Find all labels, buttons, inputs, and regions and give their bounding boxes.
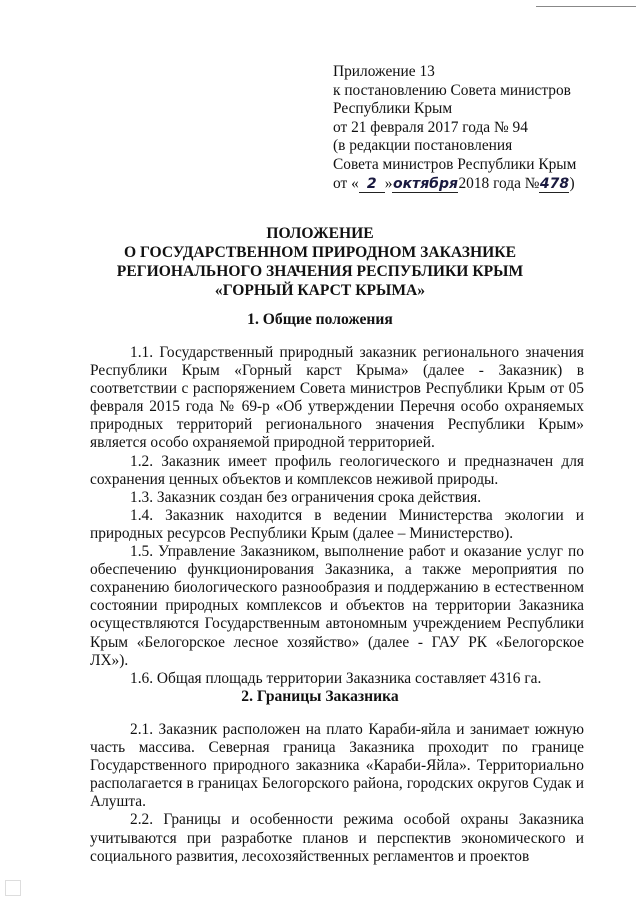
paragraph-1-2: 1.2. Заказник имеет профиль геологического и предназначен для сохранения ценных объектов и комплексов неживой природы. — [90, 452, 584, 488]
title-line: О ГОСУДАРСТВЕННОМ ПРИРОДНОМ ЗАКАЗНИКЕ — [123, 244, 517, 261]
document-title — [0, 224, 640, 300]
paragraph-1-5: 1.5. Управление Заказником, выполнение работ и оказание услуг по обеспечению функционирования Заказника, а также мероприятия по сохранению биологического разнообразия и поддержанию в естественном состоянии природных комплексов и объектов на территории Заказника осуществляются Государственным автономным учреждением Республики Крым «Белогорское лесное хозяйство» (далее - ГАУ РК «Белогорское ЛХ»). — [90, 543, 584, 669]
appendix-line: Совета министров Республики Крым — [333, 155, 577, 173]
appendix-line: (в редакции постановления — [333, 137, 513, 155]
handwritten-number: 478 — [539, 175, 570, 192]
date-year: 2018 года № — [458, 174, 540, 192]
paragraph-1-3: 1.3. Заказник создан без ограничения срока действия. — [130, 488, 482, 506]
scan-corner-mark — [5, 880, 21, 896]
section-2-body — [90, 721, 584, 866]
handwritten-month: октября — [392, 175, 458, 192]
section-1-body — [90, 344, 584, 688]
section-2-heading: 2. Границы Заказника — [241, 688, 399, 705]
title-line: РЕГИОНАЛЬНОГО ЗНАЧЕНИЯ РЕСПУБЛИКИ КРЫМ — [116, 263, 524, 280]
appendix-date-line: от « 2 »октября2018 года №478) — [333, 174, 575, 192]
date-quote: » — [384, 174, 393, 192]
paragraph-2-2: 2.2. Границы и особенности режима особой охраны Заказника учитываются при разработке планов и перспектив экономического и социального развития, лесохозяйственных регламентов и проектов — [90, 811, 584, 865]
appendix-line: к постановлению Совета министров — [333, 81, 571, 99]
title-line: «ГОРНЫЙ КАРСТ КРЫМА» — [214, 282, 426, 299]
title-line: ПОЛОЖЕНИЕ — [266, 225, 374, 242]
appendix-line: Приложение 13 — [333, 63, 435, 80]
top-edge-line — [536, 6, 636, 7]
appendix-line: Республики Крым — [333, 100, 453, 118]
paragraph-2-1: 2.1. Заказник расположен на плато Караби-яйла и занимает южную часть массива. Северная граница Заказника проходит по границе Государственного природного заказника «Караби-Яйла». Территориально располагается в границах Белогорского района, городских округов Судак и Алушта. — [90, 721, 584, 811]
paragraph-1-4: 1.4. Заказник находится в ведении Министерства экологии и природных ресурсов Республики Крым (далее – Министерство). — [90, 506, 584, 542]
section-1-heading: 1. Общие положения — [247, 311, 393, 328]
handwritten-day: 2 — [359, 176, 385, 193]
appendix-line: от 21 февраля 2017 года № 94 — [333, 118, 528, 136]
paragraph-1-6: 1.6. Общая площадь территории Заказника составляет 4316 га. — [130, 669, 542, 687]
paragraph-1-1: 1.1. Государственный природный заказник регионального значения Республики Крым «Горный карст Крыма» (далее - Заказник) в соответствии с распоряжением Совета министров Республики Крым от 05 февраля 2015 года № 69-р «Об утверждении Перечня особо охраняемых природных территорий регионального значения Республики Крым» является особо охраняемой природной территорией. — [90, 344, 584, 452]
date-prefix: от « — [333, 174, 359, 192]
appendix-header — [333, 63, 633, 193]
